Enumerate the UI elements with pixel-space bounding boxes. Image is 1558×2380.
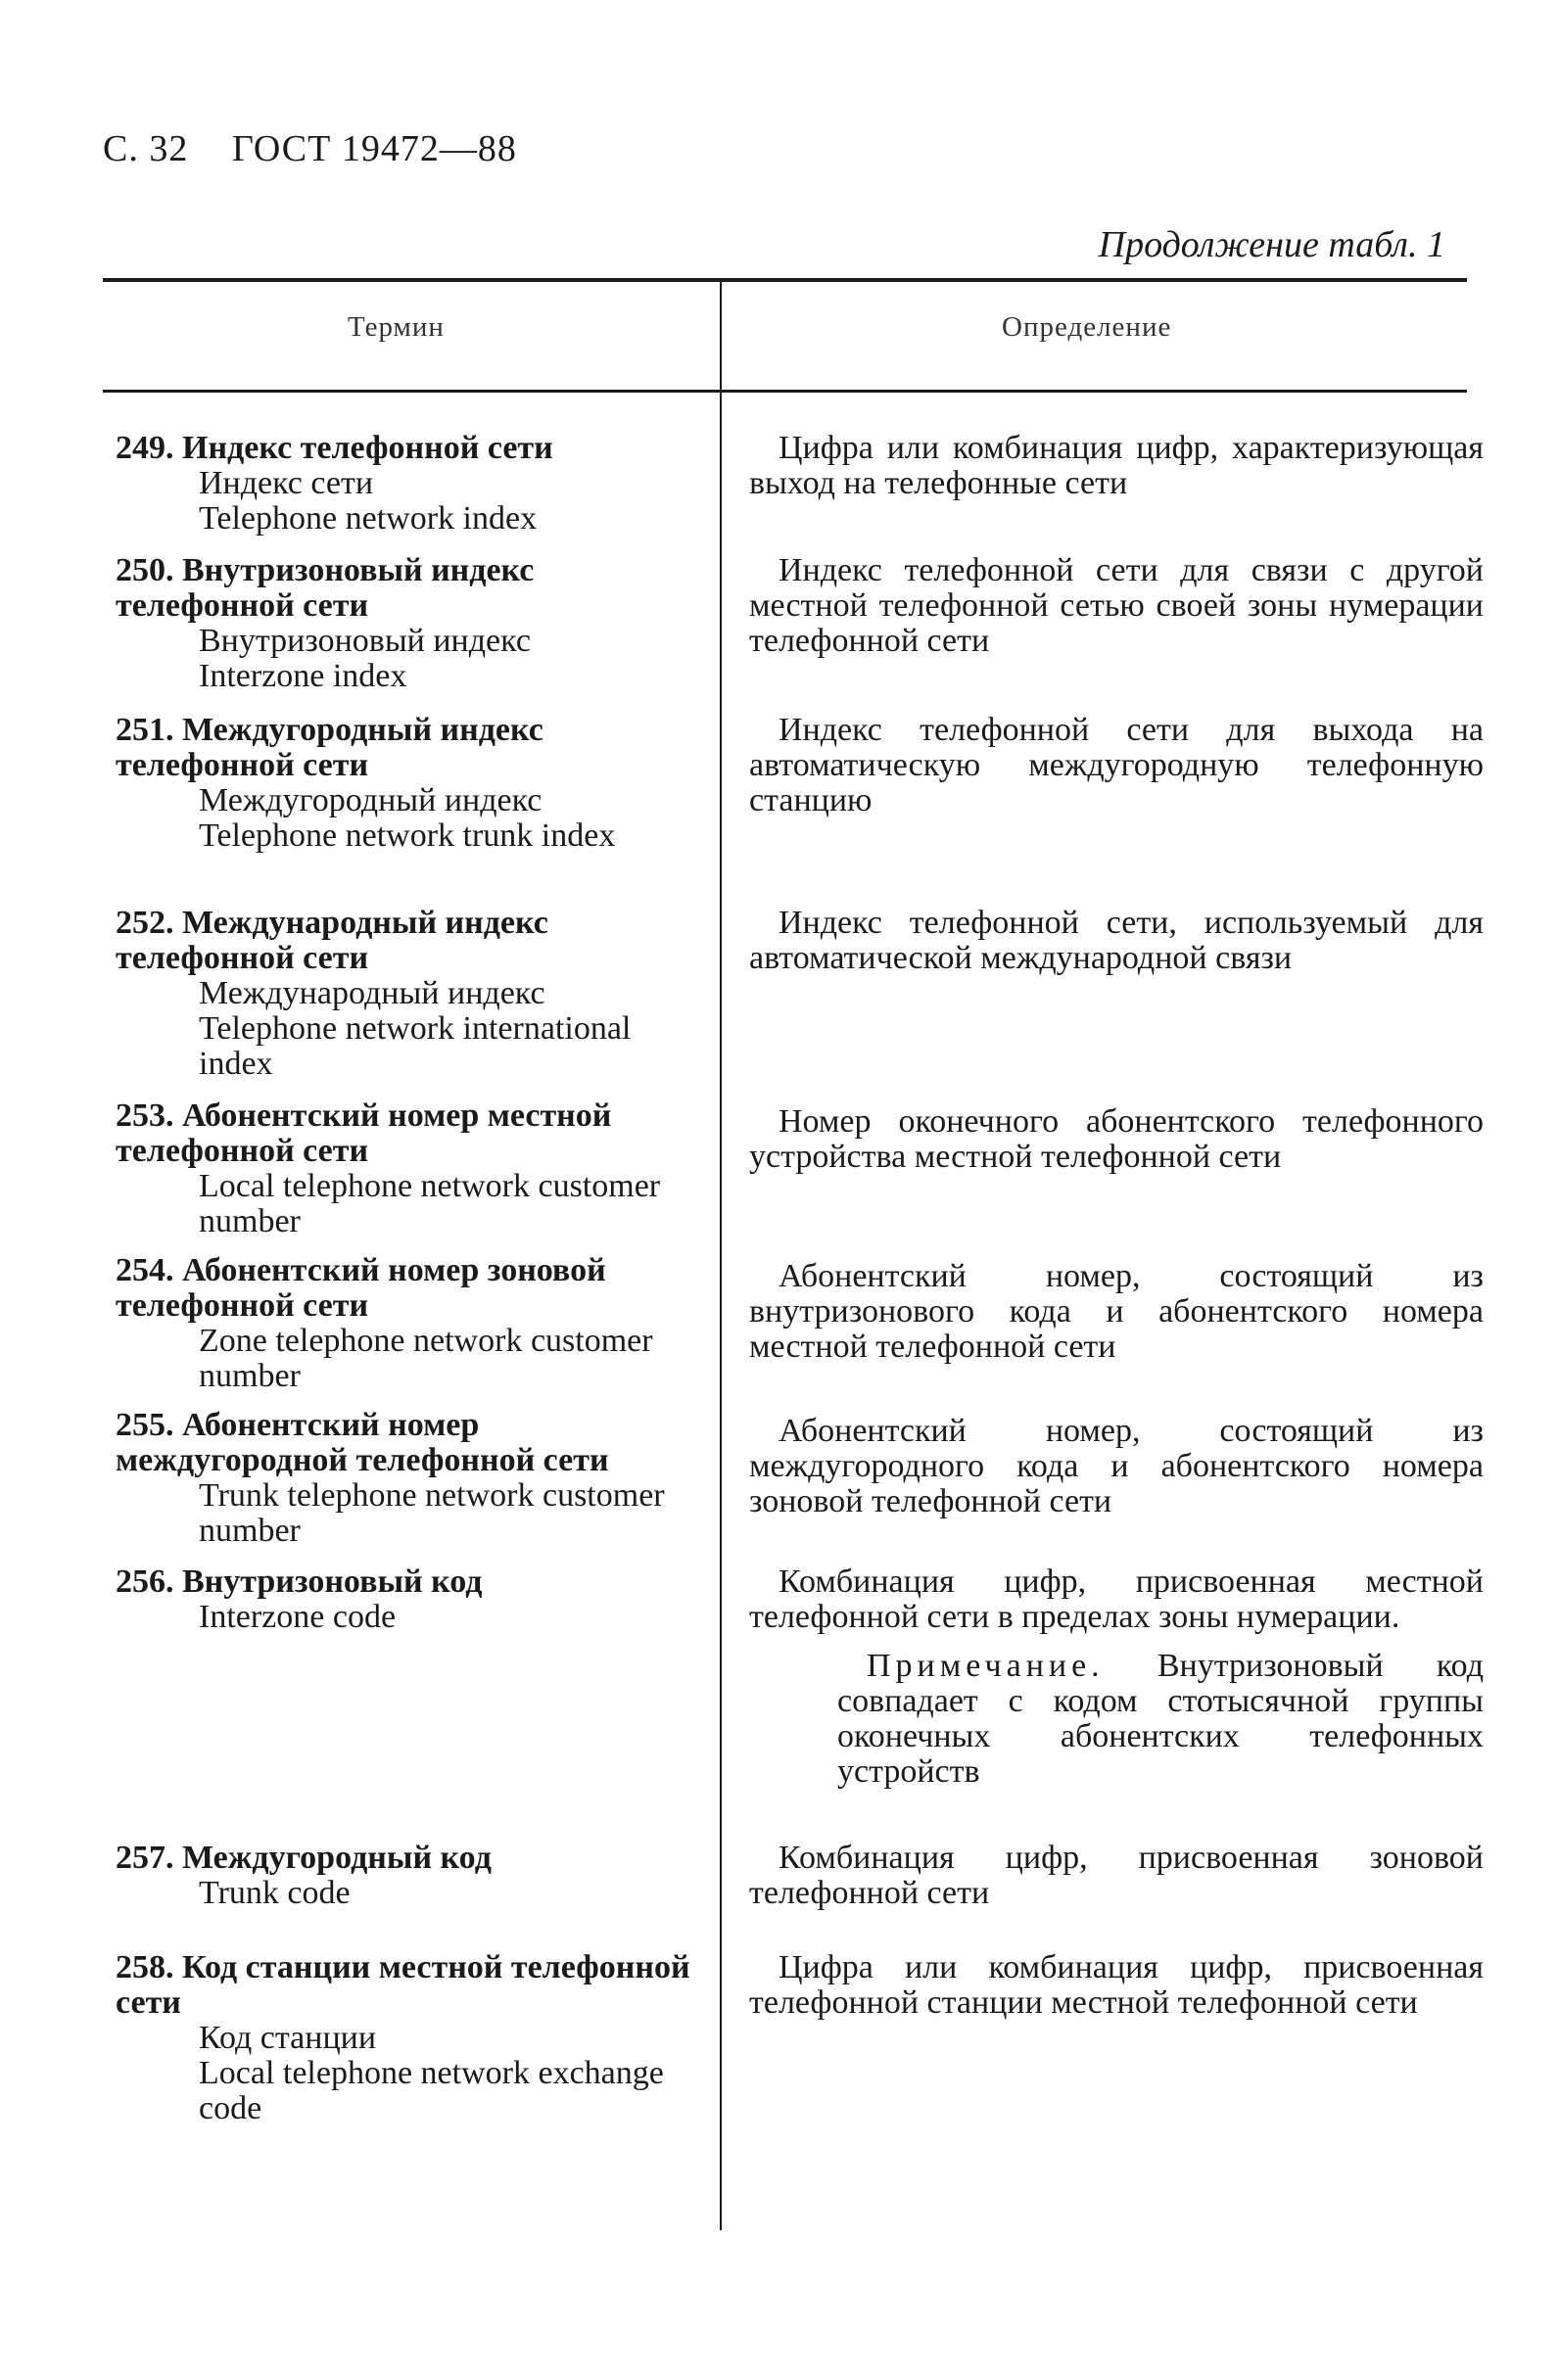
- page-number: С. 32: [103, 128, 189, 169]
- column-header-term: Термин: [348, 311, 445, 343]
- definition-note: [749, 1649, 1484, 1790]
- definition-cell: Цифра или комбинация цифр, характеризующая выход на телефонные сети: [749, 430, 1484, 501]
- term-main: Индекс телефонной сети: [182, 430, 553, 466]
- term-english: Interzone index: [199, 658, 407, 694]
- standard-designation: ГОСТ 19472—88: [231, 128, 517, 169]
- table-continuation-label: Продолжение табл. 1: [1098, 224, 1445, 265]
- term-synonym: Междугородный индекс: [199, 782, 543, 818]
- definition-cell: Цифра или комбинация цифр, присвоенная телефонной станции местной телефонной сети: [749, 1949, 1484, 2021]
- term-cell: [116, 906, 693, 1082]
- term-number: 250.: [116, 552, 174, 588]
- term-english: Trunk code: [199, 1875, 351, 1911]
- term-number: 251.: [116, 712, 174, 748]
- term-synonym: Внутризоновый индекс: [199, 623, 531, 659]
- note-label: Примечание.: [867, 1648, 1105, 1684]
- term-main: Междугородный индекс телефонной сети: [116, 712, 543, 783]
- term-cell: [116, 553, 693, 694]
- term-cell: [116, 1408, 693, 1549]
- term-number: 257.: [116, 1840, 174, 1876]
- term-main: Междугородный код: [182, 1840, 492, 1876]
- column-header-definition: Определение: [1002, 311, 1172, 343]
- term-cell: [116, 1950, 693, 2126]
- term-english: Local telephone network customer number: [199, 1168, 661, 1239]
- term-synonym: Международный индекс: [199, 975, 545, 1011]
- definition-text: Комбинация цифр, присвоенная местной телефонной сети в пределах зоны нумерации.: [749, 1563, 1484, 1635]
- term-number: 258.: [116, 1949, 174, 1985]
- definition-cell: Индекс телефонной сети для выхода на автоматическую междугородную телефонную станцию: [749, 712, 1484, 818]
- term-main: Внутризоновый индекс телефонной сети: [116, 552, 535, 624]
- term-cell: [116, 431, 693, 537]
- term-main: Абонентский номер междугородной телефонной сети: [116, 1407, 609, 1478]
- term-number: 255.: [116, 1407, 174, 1443]
- term-cell: [116, 713, 693, 854]
- term-english: Telephone network index: [199, 500, 538, 537]
- definition-cell: Индекс телефонной сети, используемый для автоматической международной связи: [749, 905, 1484, 976]
- term-number: 252.: [116, 905, 174, 941]
- term-english: Interzone code: [199, 1599, 397, 1635]
- term-english: Trunk telephone network customer number: [199, 1477, 665, 1549]
- definition-cell: Абонентский номер, состоящий из внутризонового кода и абонентского номера местной телефонной сети: [749, 1258, 1484, 1365]
- term-cell: [116, 1098, 693, 1239]
- note-text: Внутризоновый код совпадает с кодом стотысячной группы оконечных абонентских телефонных устройств: [837, 1648, 1484, 1790]
- term-main: Абонентский номер местной телефонной сети: [116, 1097, 612, 1169]
- term-main: Международный индекс телефонной сети: [116, 905, 548, 976]
- term-english: Telephone network trunk index: [199, 817, 616, 854]
- term-number: 249.: [116, 430, 174, 466]
- term-synonym: Код станции: [199, 2020, 377, 2056]
- definition-cell: Комбинация цифр, присвоенная зоновой телефонной сети: [749, 1840, 1484, 1911]
- term-number: 256.: [116, 1563, 174, 1600]
- term-main: Абонентский номер зоновой телефонной сети: [116, 1252, 606, 1324]
- definition-cell: Абонентский номер, состоящий из междугородного кода и абонентского номера зоновой телефонной сети: [749, 1413, 1484, 1519]
- term-english: Local telephone network exchange code: [199, 2055, 664, 2126]
- definition-cell: Номер оконечного абонентского телефонного устройства местной телефонной сети: [749, 1103, 1484, 1175]
- term-english: Telephone network international index: [199, 1010, 632, 1082]
- definition-cell: Индекс телефонной сети для связи с другой местной телефонной сетью своей зоны нумерации телефонной сети: [749, 552, 1484, 659]
- term-number: 253.: [116, 1097, 174, 1134]
- term-cell: [116, 1564, 693, 1635]
- term-main: Внутризоновый код: [182, 1563, 483, 1600]
- definition-cell: [749, 1564, 1484, 1790]
- term-cell: [116, 1253, 693, 1394]
- term-english: Zone telephone network customer number: [199, 1323, 653, 1394]
- term-number: 254.: [116, 1252, 174, 1288]
- term-main: Код станции местной телефонной сети: [116, 1949, 690, 2021]
- term-synonym: Индекс сети: [199, 465, 374, 501]
- term-cell: [116, 1841, 693, 1911]
